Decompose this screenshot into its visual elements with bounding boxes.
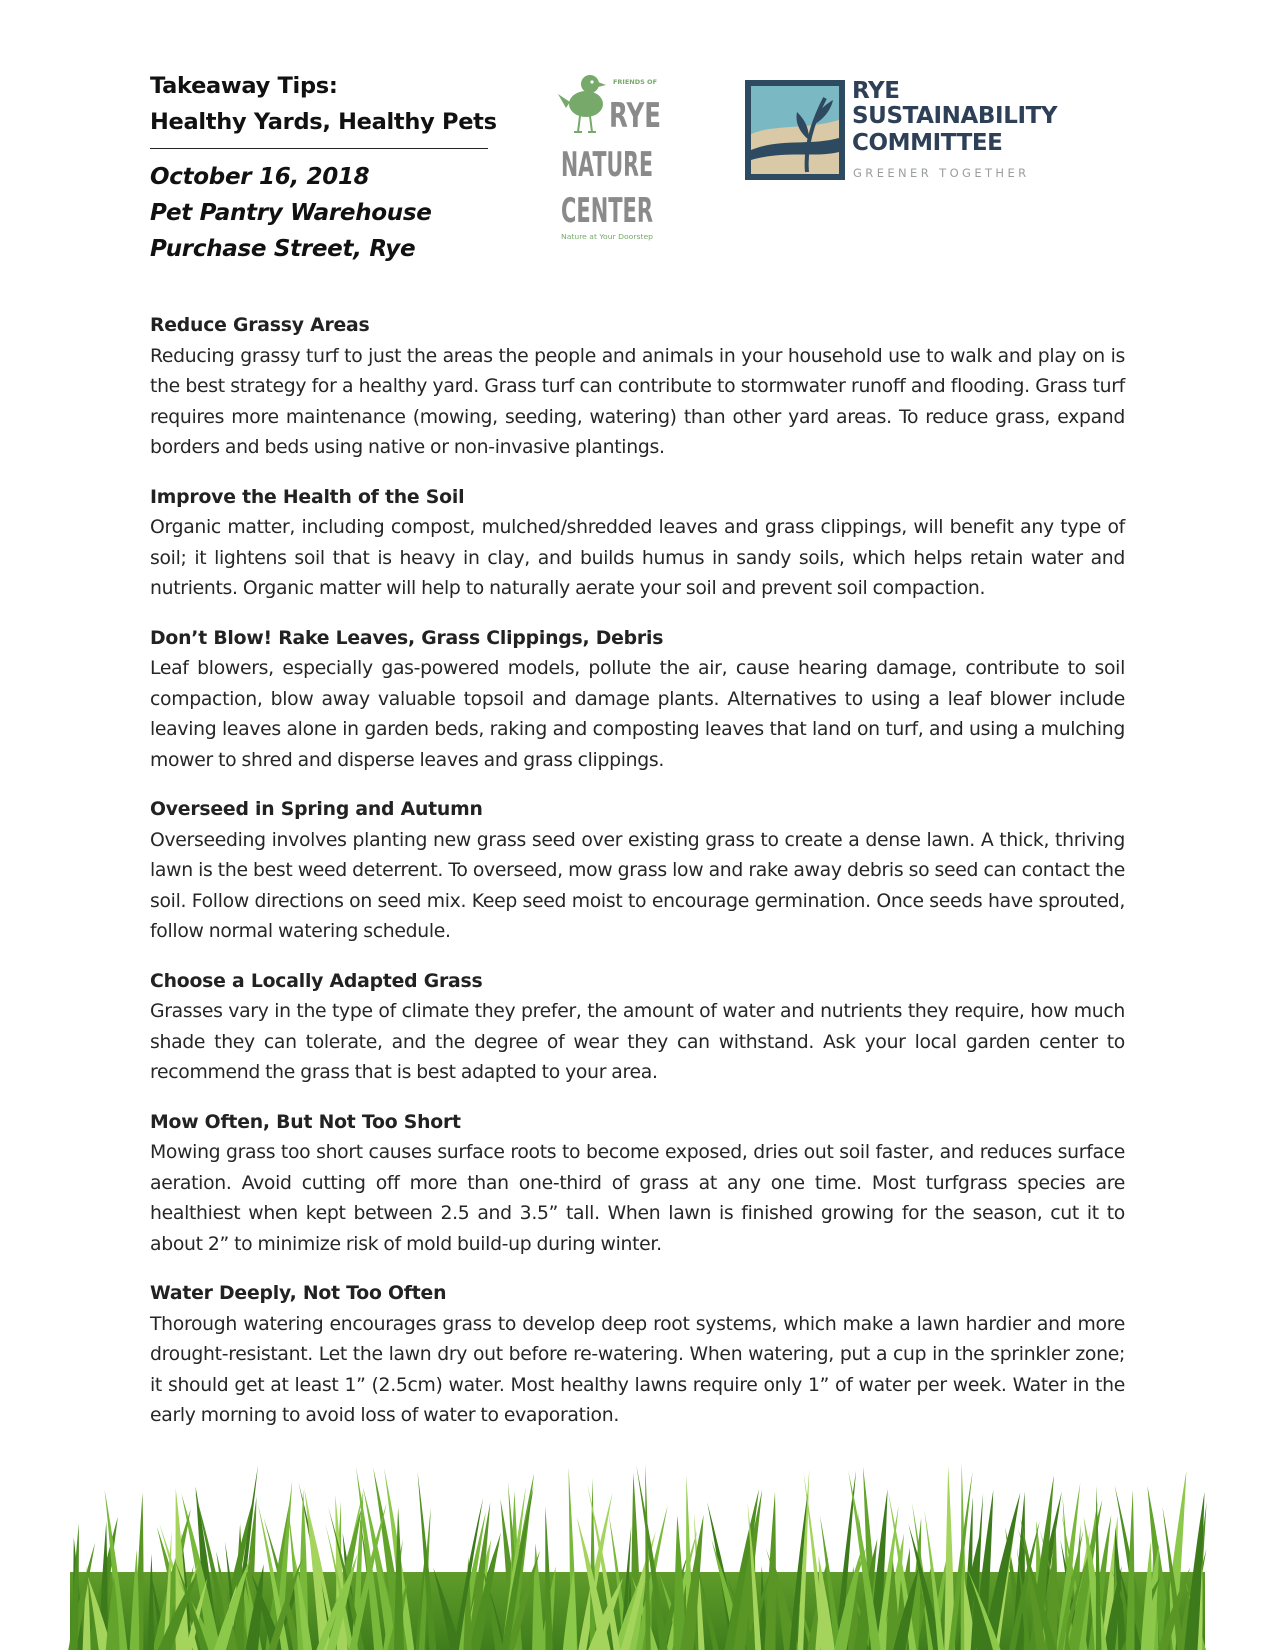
- section-body: Organic matter, including compost, mulched/shredded leaves and grass clippings, will benefit any type of soil; it lightens soil that is heavy in clay, and builds humus in sandy soils, which helps retain water and nutrients. Organic matter will help to naturally aerate your soil and prevent soil compaction.: [150, 517, 1125, 599]
- section-body: Reducing grassy turf to just the areas the people and animals in your household use to walk and play on is the best strategy for a healthy yard. Grass turf can contribute to stormwater runoff and flooding. Grass turf requires more maintenance (mowing, seeding, watering) than other yard areas. To reduce grass, expand borders and beds using native or non-invasive plantings.: [150, 345, 1125, 458]
- event-date: October 16, 2018: [150, 164, 370, 190]
- tip-section: [150, 967, 1125, 1089]
- grass-blade: [765, 1492, 776, 1650]
- tip-section: [150, 795, 1125, 948]
- section-body: Leaf blowers, especially gas-powered models, pollute the air, cause hearing damage, contribute to soil compaction, blow away valuable topsoil and damage plants. Alternatives to using a leaf blower include leaving leaves alone in garden beds, raking and composting leaves that land on turf, and using a mulching mower to shred and disperse leaves and grass clippings.: [150, 658, 1125, 771]
- logo-small-text: FRIENDS OF: [612, 78, 658, 86]
- tip-section: [150, 483, 1125, 605]
- title-divider: [150, 148, 488, 149]
- logo-line-nature: NATURE: [561, 145, 653, 185]
- committee-emblem-icon: [745, 80, 845, 180]
- event-address: Purchase Street, Rye: [150, 236, 416, 262]
- logo-line-rye: RYE: [609, 96, 661, 136]
- section-heading: Improve the Health of the Soil: [150, 486, 465, 508]
- document-header: [150, 68, 497, 267]
- section-heading: Mow Often, But Not Too Short: [150, 1111, 461, 1133]
- document-title-line-1: Takeaway Tips:: [150, 73, 338, 99]
- section-heading: Overseed in Spring and Autumn: [150, 799, 483, 820]
- document-title-line-2: Healthy Yards, Healthy Pets: [150, 109, 497, 135]
- section-heading: Don’t Blow! Rake Leaves, Grass Clippings, Debris: [150, 627, 664, 649]
- committee-name-line-3: COMMITTEE: [852, 130, 1003, 156]
- section-body: Mowing grass too short causes surface roots to become exposed, dries out soil faster, and reduces surface aeration. Avoid cutting off more than one-third of grass at any one time. Most turfgrass species are healthiest when kept between 2.5 and 3.5” tall. When lawn is finished growing for the season, cut it to about 2” to minimize risk of mold build-up during winter.: [150, 1142, 1125, 1255]
- section-body: Overseeding involves planting new grass seed over existing grass to create a dense lawn. A thick, thriving lawn is the best weed deterrent. To overseed, mow grass low and rake away debris so seed can contact the soil. Follow directions on seed mix. Keep seed moist to encourage germination. Once seeds have sprouted, follow normal watering schedule.: [150, 829, 1125, 942]
- section-body: Thorough watering encourages grass to develop deep root systems, which make a lawn hardier and more drought-resistant. Let the lawn dry out before re-watering. When watering, put a cup in the sprinkler zone; it should get at least 1” (2.5cm) water. Most healthy lawns require only 1” of water per week. Water in the early morning to avoid loss of water to evaporation.: [150, 1313, 1125, 1426]
- grass-blade: [1126, 1490, 1135, 1650]
- tips-content: [150, 311, 1125, 1451]
- section-heading: Reduce Grassy Areas: [150, 315, 370, 336]
- section-body: Grasses vary in the type of climate they prefer, the amount of water and nutrients they require, how much shade they can tolerate, and the degree of wear they can withstand. Ask your local garden center to recommend the grass that is best adapted to your area.: [150, 1001, 1125, 1083]
- tip-section: [150, 311, 1125, 464]
- logo-line-center: CENTER: [561, 191, 653, 231]
- tip-section: [150, 1279, 1125, 1432]
- grass-border-illustration: [70, 1462, 1205, 1650]
- bird-icon: [558, 75, 606, 132]
- section-heading: Water Deeply, Not Too Often: [150, 1283, 447, 1304]
- rye-nature-center-logo: [560, 72, 670, 247]
- committee-name-line-2: SUSTAINABILITY: [852, 103, 1058, 129]
- logo-tagline: Nature at Your Doorstep: [561, 233, 654, 241]
- grass-blade: [590, 1478, 596, 1650]
- event-venue: Pet Pantry Warehouse: [150, 200, 432, 226]
- tip-section: [150, 624, 1125, 777]
- rye-sustainability-committee-logo: [745, 78, 1058, 182]
- section-heading: Choose a Locally Adapted Grass: [150, 970, 483, 992]
- committee-tagline: GREENER TOGETHER: [853, 166, 1030, 180]
- committee-name-line-1: RYE: [852, 78, 900, 104]
- tip-section: [150, 1108, 1125, 1261]
